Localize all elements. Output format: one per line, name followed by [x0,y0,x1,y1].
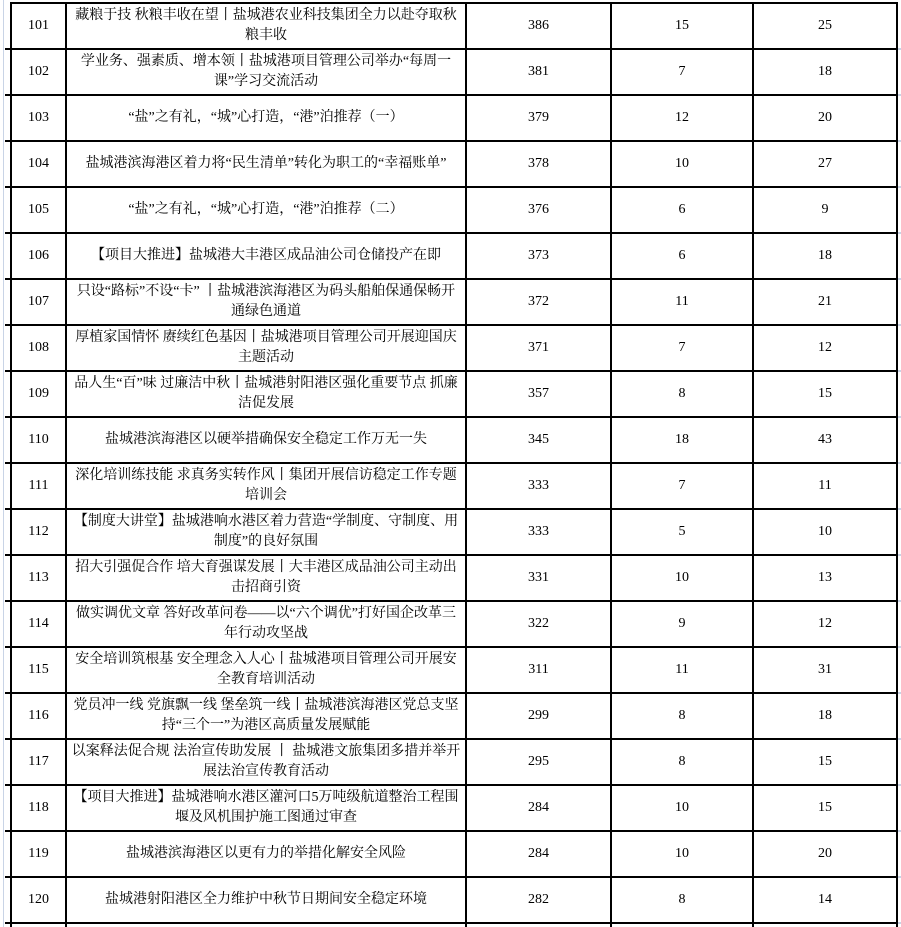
value-cell-2: 10 [612,786,754,832]
value-cell-2: 5 [612,510,754,556]
value-cell-1: 381 [467,50,612,96]
value-cell-2: 10 [612,832,754,878]
value-cell-1: 357 [467,372,612,418]
value-cell-3: 20 [754,96,898,142]
value-cell-3: 11 [754,464,898,510]
value-cell-3: 25 [754,4,898,50]
value-cell-2: 18 [612,418,754,464]
value-cell-1: 311 [467,648,612,694]
table-row [12,96,898,142]
value-cell-2: 8 [612,740,754,786]
data-table [10,2,898,927]
value-cell-1: 371 [467,326,612,372]
row-number-cell: 109 [12,372,67,418]
row-number-cell: 102 [12,50,67,96]
value-cell-2: 8 [612,694,754,740]
row-number-cell: 101 [12,4,67,50]
value-cell-2: 15 [612,4,754,50]
table-row [12,694,898,740]
value-cell-2: 10 [612,142,754,188]
table-row [12,602,898,648]
value-cell-1: 333 [467,510,612,556]
row-number-cell: 112 [12,510,67,556]
table-row [12,142,898,188]
title-cell: 【项目大推进】盐城港大丰港区成品油公司仓储投产在即 [67,234,467,280]
value-cell-3: 9 [754,188,898,234]
value-cell-3: 20 [754,832,898,878]
title-cell: 藏粮于技 秋粮丰收在望丨盐城港农业科技集团全力以赴夺取秋粮丰收 [67,4,467,50]
table-row [12,464,898,510]
value-cell-3: 18 [754,694,898,740]
table-row [12,4,898,50]
value-cell-3: 18 [754,50,898,96]
row-number-cell: 105 [12,188,67,234]
title-cell: 【制度大讲堂】盐城港响水港区着力营造“学制度、守制度、用制度”的良好氛围 [67,510,467,556]
value-cell-3: 15 [754,740,898,786]
table-row [12,372,898,418]
table-row [12,188,898,234]
table-row [12,418,898,464]
value-cell-2: 7 [612,326,754,372]
value-cell-2: 6 [612,188,754,234]
table-row [12,740,898,786]
title-cell: “盐”之有礼，“城”心打造，“港”泊推荐（二） [67,188,467,234]
title-cell: 安全培训筑根基 安全理念入人心丨盐城港项目管理公司开展安全教育培训活动 [67,648,467,694]
value-cell-1: 333 [467,464,612,510]
title-cell: 党员冲一线 党旗飘一线 堡垒筑一线丨盐城港滨海港区党总支坚持“三个一”为港区高质量发展赋能 [67,694,467,740]
row-number-cell: 115 [12,648,67,694]
row-number-cell: 110 [12,418,67,464]
value-cell-3: 12 [754,326,898,372]
title-cell: 盐城港滨海港区以硬举措确保安全稳定工作万无一失 [67,418,467,464]
value-cell-1: 284 [467,832,612,878]
title-cell: 学业务、强素质、增本领丨盐城港项目管理公司举办“每周一课”学习交流活动 [67,50,467,96]
row-number-cell: 106 [12,234,67,280]
row-number-cell: 107 [12,280,67,326]
table-row [12,556,898,602]
value-cell-1: 345 [467,418,612,464]
value-cell-2: 8 [612,878,754,924]
table-row [12,786,898,832]
value-cell-3: 13 [754,556,898,602]
left-margin-gridline [3,0,4,927]
value-cell-1: 376 [467,188,612,234]
value-cell-1: 386 [467,4,612,50]
title-cell: 以案释法促合规 法治宣传助发展 丨 盐城港文旅集团多措并举开展法治宣传教育活动 [67,740,467,786]
row-number-cell: 108 [12,326,67,372]
row-number-cell: 114 [12,602,67,648]
title-cell: 盐城港滨海港区着力将“民生清单”转化为职工的“幸福账单” [67,142,467,188]
value-cell-1: 379 [467,96,612,142]
value-cell-1: 331 [467,556,612,602]
value-cell-3: 12 [754,602,898,648]
value-cell-2: 11 [612,280,754,326]
title-cell: 盐城港射阳港区全力维护中秋节日期间安全稳定环境 [67,878,467,924]
title-cell: 深化培训练技能 求真务实转作风丨集团开展信访稳定工作专题培训会 [67,464,467,510]
value-cell-1: 282 [467,878,612,924]
table-row [12,832,898,878]
value-cell-1: 372 [467,280,612,326]
value-cell-2: 7 [612,50,754,96]
value-cell-3: 43 [754,418,898,464]
title-cell: 只设“路标”不设“卡” 丨盐城港滨海港区为码头船舶保通保畅开通绿色通道 [67,280,467,326]
title-cell: 做实调优文章 答好改革问卷——以“六个调优”打好国企改革三年行动攻坚战 [67,602,467,648]
title-cell: “盐”之有礼，“城”心打造，“港”泊推荐（一） [67,96,467,142]
value-cell-2: 6 [612,234,754,280]
value-cell-1: 284 [467,786,612,832]
row-number-cell: 118 [12,786,67,832]
row-number-cell: 111 [12,464,67,510]
row-number-cell: 120 [12,878,67,924]
table-row [12,878,898,924]
row-number-cell: 117 [12,740,67,786]
table-row [12,510,898,556]
row-number-cell: 119 [12,832,67,878]
row-number-cell: 116 [12,694,67,740]
value-cell-3: 15 [754,372,898,418]
value-cell-3: 15 [754,786,898,832]
value-cell-2: 12 [612,96,754,142]
table-row [12,648,898,694]
value-cell-2: 9 [612,602,754,648]
value-cell-1: 295 [467,740,612,786]
value-cell-2: 10 [612,556,754,602]
title-cell: 招大引强促合作 培大育强谋发展丨大丰港区成品油公司主动出击招商引资 [67,556,467,602]
row-number-cell: 104 [12,142,67,188]
value-cell-3: 31 [754,648,898,694]
value-cell-1: 373 [467,234,612,280]
value-cell-1: 299 [467,694,612,740]
title-cell: 厚植家国情怀 赓续红色基因丨盐城港项目管理公司开展迎国庆主题活动 [67,326,467,372]
value-cell-2: 8 [612,372,754,418]
title-cell: 品人生“百”味 过廉洁中秋丨盐城港射阳港区强化重要节点 抓廉洁促发展 [67,372,467,418]
table-row [12,234,898,280]
value-cell-2: 7 [612,464,754,510]
row-number-cell: 113 [12,556,67,602]
value-cell-2: 11 [612,648,754,694]
table-row [12,326,898,372]
row-number-cell: 103 [12,96,67,142]
value-cell-3: 10 [754,510,898,556]
table-row [12,280,898,326]
value-cell-1: 322 [467,602,612,648]
value-cell-3: 21 [754,280,898,326]
title-cell: 【项目大推进】盐城港响水港区灌河口5万吨级航道整治工程围堰及风机围护施工图通过审查 [67,786,467,832]
value-cell-3: 14 [754,878,898,924]
value-cell-3: 27 [754,142,898,188]
value-cell-1: 378 [467,142,612,188]
value-cell-3: 18 [754,234,898,280]
table-row [12,50,898,96]
title-cell: 盐城港滨海港区以更有力的举措化解安全风险 [67,832,467,878]
